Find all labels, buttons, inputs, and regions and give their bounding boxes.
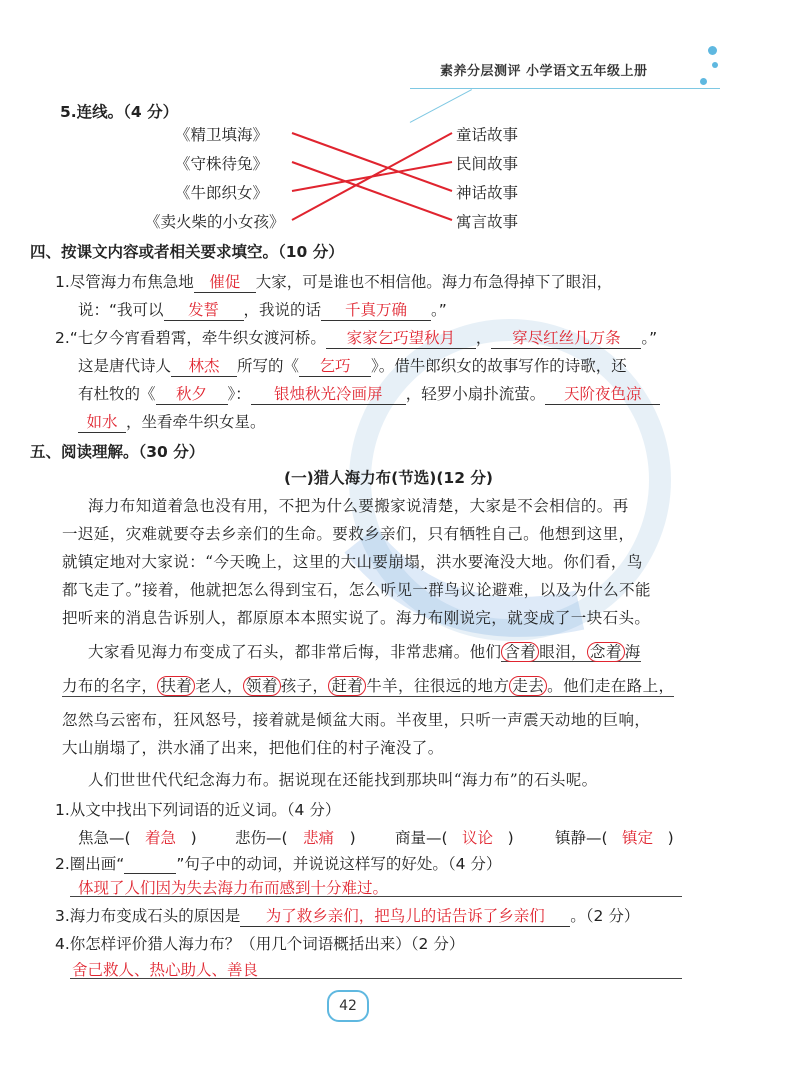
question-1: 1.从文中找出下列词语的近义词。（4 分） (55, 801, 341, 819)
match-left-item: 《卖火柴的小女孩》 (145, 213, 285, 231)
verb-circle: 领着 (243, 676, 281, 696)
answer-text: 议论 (462, 829, 494, 847)
fill-line-2: 说：“我可以 发誓 ，我说的话 千真万确 。” (78, 298, 447, 321)
section5-heading: 五、阅读理解。（30 分） (30, 443, 205, 461)
answer-text: 体现了人们因为失去海力布而感到十分难过。 (78, 879, 389, 897)
verb-circle: 扶着 (157, 676, 195, 696)
fill-line-3: 2.“七夕今宵看碧霄，牵牛织女渡河桥。 家家乞巧望秋月 ， 穿尽红丝几万条 。” (55, 326, 657, 349)
answer-blank: 乞巧 (299, 354, 371, 377)
answer-blank: 如水 (78, 410, 126, 433)
passage-line: 海力布知道着急也没有用，不把为什么要搬家说清楚，大家是不会相信的。再 (88, 497, 629, 515)
answer-blank: 家家乞巧望秋月 (326, 326, 476, 349)
synonym-item: 商量—( 议论 ) (395, 826, 514, 848)
answer-text: 着急 (145, 829, 177, 847)
fill-line-1: 1.尽管海力布焦急地 催促 大家，可是谁也不相信他。海力布急得掉下了眼泪， (55, 270, 612, 293)
answer-blank: 天阶夜色凉 (545, 382, 660, 405)
answer-text: 悲痛 (303, 829, 335, 847)
match-lines (0, 0, 800, 260)
verb-circle: 走去 (509, 676, 547, 696)
fill-line-6: 如水 ，坐看牵牛织女星。 (78, 410, 266, 433)
question-3: 3.海力布变成石头的原因是 为了救乡亲们，把鸟儿的话告诉了乡亲们 。（2 分） (55, 904, 639, 927)
fill-line-4: 这是唐代诗人 林杰 所写的《 乞巧 》。借牛郎织女的故事写作的诗歌，还 (78, 354, 627, 377)
synonym-item: 悲伤—( 悲痛 ) (235, 826, 356, 848)
synonym-item: 镇静—( 镇定 ) (555, 826, 674, 848)
passage-line: 大山崩塌了，洪水涌了出来，把他们住的村子淹没了。 (62, 739, 444, 757)
match-left-item: 《精卫填海》 (175, 126, 269, 144)
passage-line: 就镇定地对大家说：“今天晚上，这里的大山要崩塌，洪水要淹没大地。你们看，鸟 (62, 553, 643, 571)
answer-rule (70, 896, 682, 897)
passage-title: (一)猎人海力布(节选)(12 分) (284, 469, 493, 487)
verb-circle: 赶着 (328, 676, 366, 696)
passage-line: 把听来的消息告诉别人，都原原本本照实说了。海力布刚说完，就变成了一块石头。 (62, 609, 651, 627)
answer-text: 镇定 (622, 829, 654, 847)
answer-blank: 银烛秋光冷画屏 (251, 382, 406, 405)
answer-blank: 发誓 (164, 298, 244, 321)
match-right-item: 民间故事 (456, 155, 519, 173)
match-left-item: 《牛郎织女》 (175, 184, 269, 202)
passage-line: 忽然乌云密布，狂风怒号，接着就是倾盆大雨。半夜里，只听一声震天动地的巨响， (62, 711, 651, 729)
section4-heading: 四、按课文内容或者相关要求填空。（10 分） (30, 243, 344, 261)
answer-blank: 催促 (194, 270, 256, 293)
passage-line: 一迟延，灾难就要夺去乡亲们的生命。要救乡亲们，只有牺牲自己。他想到这里， (62, 525, 635, 543)
answer-rule (70, 978, 682, 979)
verb-circle: 念着 (587, 642, 625, 662)
passage-line: 都飞走了。”接着，他就把怎么得到宝石，怎么听见一群鸟议论避难，以及为什么不能 (62, 581, 651, 599)
answer-blank: 千真万确 (321, 298, 431, 321)
match-left-item: 《守株待兔》 (175, 155, 269, 173)
match-right-item: 童话故事 (456, 126, 519, 144)
answer-text: 舍己救人、热心助人、善良 (72, 961, 259, 979)
passage-line: 人们世世代代纪念海力布。据说现在还能找到那块叫“海力布”的石头呢。 (88, 771, 598, 789)
answer-blank: 秋夕 (156, 382, 228, 405)
page-number: 42 (327, 990, 369, 1022)
answer-blank: 为了救乡亲们，把鸟儿的话告诉了乡亲们 (240, 904, 570, 927)
passage-line-underlined: 力布的名字， 扶着 老人， 领着 孩子， 赶着 牛羊，往很远的地方 走去 。他们走在路上， (62, 674, 674, 697)
match-right-item: 寓言故事 (456, 213, 519, 231)
passage-line-underlined: 大家看见海力布变成了石头，都非常后悔，非常悲痛。他们 含着 眼泪， 念着 海 (88, 643, 641, 661)
question-4: 4.你怎样评价猎人海力布？（用几个词语概括出来）（2 分） (55, 935, 465, 953)
fill-line-5: 有杜牧的《 秋夕 》： 银烛秋光冷画屏 ，轻罗小扇扑流萤。 天阶夜色凉 (78, 382, 660, 405)
verb-circle: 含着 (501, 642, 539, 662)
q5-heading: 5.连线。（4 分） (60, 103, 179, 121)
synonym-item: 焦急—( 着急 ) (78, 826, 197, 848)
answer-blank: 林杰 (171, 354, 237, 377)
header-title: 素养分层测评 小学语文五年级上册 (440, 64, 648, 79)
answer-blank: 穿尽红丝几万条 (491, 326, 641, 349)
question-2: 2.圈出画“ ”句子中的动词，并说说这样写的好处。（4 分） (55, 855, 502, 873)
match-right-item: 神话故事 (456, 184, 519, 202)
